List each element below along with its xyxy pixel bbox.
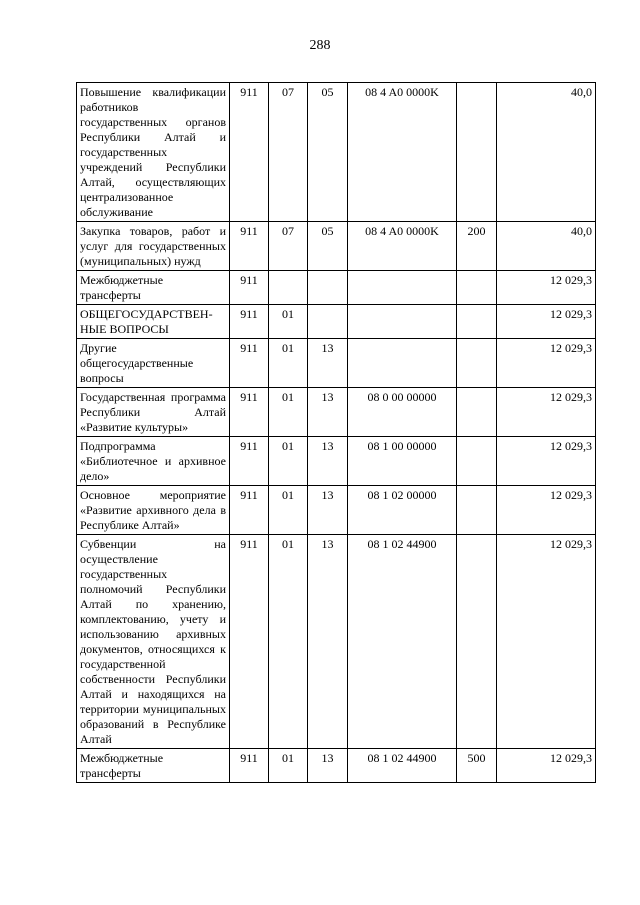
expense-type-code xyxy=(457,388,497,437)
dept-code: 911 xyxy=(230,222,269,271)
row-name: Закупка товаров, работ и услуг для государственных (муниципальных) нужд xyxy=(77,222,230,271)
dept-code: 911 xyxy=(230,271,269,305)
subsection-code xyxy=(308,271,348,305)
target-article-code: 08 1 00 00000 xyxy=(348,437,457,486)
dept-code: 911 xyxy=(230,305,269,339)
row-name: Повышение квалификации работников государственных органов Республики Алтай и государственных учреждений Республики Алтай, осуществляющих централизованное обслуживание xyxy=(77,83,230,222)
expense-type-code xyxy=(457,271,497,305)
expense-type-code xyxy=(457,535,497,749)
amount: 12 029,3 xyxy=(497,305,596,339)
expense-type-code xyxy=(457,437,497,486)
table-row xyxy=(77,749,596,783)
amount: 12 029,3 xyxy=(497,535,596,749)
section-code: 01 xyxy=(269,305,308,339)
table-row xyxy=(77,437,596,486)
row-name: Межбюджетные трансферты xyxy=(77,749,230,783)
target-article-code: 08 1 02 00000 xyxy=(348,486,457,535)
table-row xyxy=(77,222,596,271)
dept-code: 911 xyxy=(230,749,269,783)
page-number: 288 xyxy=(309,38,331,53)
section-code: 01 xyxy=(269,339,308,388)
table-row xyxy=(77,305,596,339)
section-code: 07 xyxy=(269,222,308,271)
amount: 40,0 xyxy=(497,83,596,222)
target-article-code: 08 4 A0 0000K xyxy=(348,222,457,271)
amount: 12 029,3 xyxy=(497,339,596,388)
amount: 12 029,3 xyxy=(497,437,596,486)
dept-code: 911 xyxy=(230,83,269,222)
section-code: 07 xyxy=(269,83,308,222)
subsection-code xyxy=(308,305,348,339)
subsection-code: 13 xyxy=(308,535,348,749)
target-article-code: 08 0 00 00000 xyxy=(348,388,457,437)
target-article-code: 08 1 02 44900 xyxy=(348,535,457,749)
table-row xyxy=(77,271,596,305)
expense-type-code: 500 xyxy=(457,749,497,783)
table-row xyxy=(77,535,596,749)
subsection-code: 05 xyxy=(308,83,348,222)
amount: 12 029,3 xyxy=(497,388,596,437)
target-article-code: 08 1 02 44900 xyxy=(348,749,457,783)
section-code: 01 xyxy=(269,388,308,437)
table-row xyxy=(77,388,596,437)
amount: 12 029,3 xyxy=(497,486,596,535)
dept-code: 911 xyxy=(230,535,269,749)
row-name: Основное мероприятие «Развитие архивного дела в Республике Алтай» xyxy=(77,486,230,535)
expense-type-code xyxy=(457,486,497,535)
table-row xyxy=(77,83,596,222)
target-article-code xyxy=(348,305,457,339)
section-code: 01 xyxy=(269,749,308,783)
section-code: 01 xyxy=(269,437,308,486)
row-name: Субвенции на осуществление государственных полномочий Республики Алтай по хранению, комплектованию, учету и использованию архивных документов, относящихся к государственной собственности Республики Алтай и находящихся на территории муниципальных образований в Республике Алтай xyxy=(77,535,230,749)
amount: 12 029,3 xyxy=(497,749,596,783)
subsection-code: 05 xyxy=(308,222,348,271)
amount: 40,0 xyxy=(497,222,596,271)
table-row xyxy=(77,339,596,388)
section-code xyxy=(269,271,308,305)
expense-type-code xyxy=(457,305,497,339)
target-article-code xyxy=(348,271,457,305)
target-article-code xyxy=(348,339,457,388)
row-name: Подпрограмма «Библиотечное и архивное дело» xyxy=(77,437,230,486)
target-article-code: 08 4 A0 0000K xyxy=(348,83,457,222)
row-name: Другие общегосударственные вопросы xyxy=(77,339,230,388)
table-row xyxy=(77,486,596,535)
subsection-code: 13 xyxy=(308,437,348,486)
expense-type-code xyxy=(457,339,497,388)
expense-type-code: 200 xyxy=(457,222,497,271)
expense-type-code xyxy=(457,83,497,222)
dept-code: 911 xyxy=(230,339,269,388)
dept-code: 911 xyxy=(230,486,269,535)
section-code: 01 xyxy=(269,535,308,749)
section-code: 01 xyxy=(269,486,308,535)
budget-table xyxy=(76,82,596,783)
dept-code: 911 xyxy=(230,388,269,437)
amount: 12 029,3 xyxy=(497,271,596,305)
subsection-code: 13 xyxy=(308,749,348,783)
dept-code: 911 xyxy=(230,437,269,486)
subsection-code: 13 xyxy=(308,388,348,437)
row-name: Межбюджетные трансферты xyxy=(77,271,230,305)
subsection-code: 13 xyxy=(308,486,348,535)
subsection-code: 13 xyxy=(308,339,348,388)
row-name: ОБЩЕГОСУДАРСТВЕН-НЫЕ ВОПРОСЫ xyxy=(77,305,230,339)
row-name: Государственная программа Республики Алтай «Развитие культуры» xyxy=(77,388,230,437)
